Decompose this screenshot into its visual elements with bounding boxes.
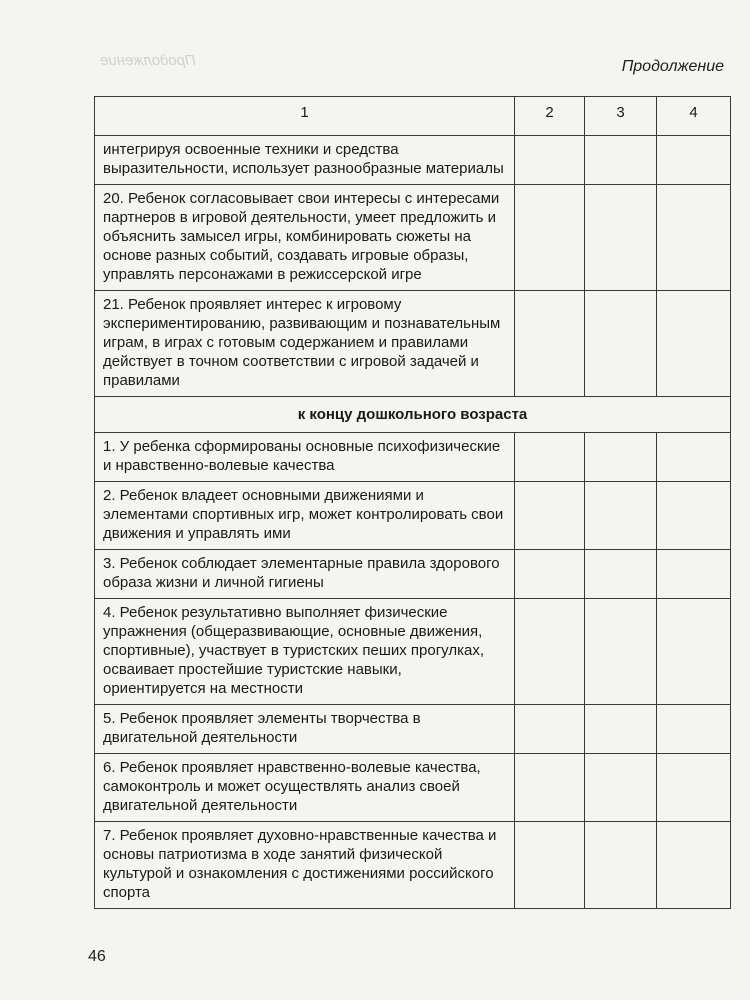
table-row: [95, 599, 731, 705]
table-row: [95, 185, 731, 291]
criterion-text: 2. Ребенок владеет основными движениями и элементами спортивных игр, может контролировать свои движения и управлять ими: [95, 482, 515, 550]
score-cell: [515, 550, 585, 599]
score-cell: [657, 185, 731, 291]
table-row: [95, 550, 731, 599]
score-cell: [657, 599, 731, 705]
table-row: [95, 433, 731, 482]
table-row: [95, 291, 731, 397]
score-cell: [515, 754, 585, 822]
score-cell: [515, 599, 585, 705]
score-cell: [585, 291, 657, 397]
criterion-text: интегрируя освоенные техники и средства выразительности, использует разнообразные материалы: [95, 136, 515, 185]
score-cell: [657, 482, 731, 550]
score-cell: [515, 291, 585, 397]
table-row: [95, 482, 731, 550]
table-row: [95, 754, 731, 822]
table-row: [95, 822, 731, 909]
score-cell: [657, 822, 731, 909]
criterion-text: 5. Ребенок проявляет элементы творчества в двигательной деятельности: [95, 705, 515, 754]
assessment-table: [94, 96, 731, 909]
table-header-row: [95, 97, 731, 136]
criterion-text: 1. У ребенка сформированы основные психофизические и нравственно-волевые качества: [95, 433, 515, 482]
criterion-text: 21. Ребенок проявляет интерес к игровому экспериментированию, развивающим и познавательным играм, в играх с готовым содержанием и правилами действует в точном соответствии с игровой задачей и правилами: [95, 291, 515, 397]
score-cell: [585, 550, 657, 599]
column-header-4: 4: [657, 97, 731, 136]
score-cell: [657, 550, 731, 599]
section-heading: к концу дошкольного возраста: [95, 397, 731, 433]
score-cell: [515, 705, 585, 754]
criterion-text: 20. Ребенок согласовывает свои интересы с интересами партнеров в игровой деятельности, умеет предложить и объяснить замысел игры, комбинировать сюжеты на основе разных событий, создавать игровые образы, управлять персонажами в режиссерской игре: [95, 185, 515, 291]
score-cell: [585, 482, 657, 550]
score-cell: [585, 433, 657, 482]
section-row: [95, 397, 731, 433]
bleed-through-text: Продолжение: [100, 52, 196, 69]
score-cell: [657, 705, 731, 754]
score-cell: [515, 136, 585, 185]
score-cell: [657, 136, 731, 185]
column-header-1: 1: [95, 97, 515, 136]
score-cell: [515, 185, 585, 291]
table-row: [95, 705, 731, 754]
criterion-text: 3. Ребенок соблюдает элементарные правила здорового образа жизни и личной гигиены: [95, 550, 515, 599]
column-header-3: 3: [585, 97, 657, 136]
score-cell: [515, 482, 585, 550]
score-cell: [585, 136, 657, 185]
score-cell: [657, 433, 731, 482]
score-cell: [515, 822, 585, 909]
score-cell: [657, 754, 731, 822]
score-cell: [515, 433, 585, 482]
score-cell: [585, 822, 657, 909]
criterion-text: 7. Ребенок проявляет духовно-нравственные качества и основы патриотизма в ходе занятий физической культурой и ознакомления с достижениями российского спорта: [95, 822, 515, 909]
score-cell: [657, 291, 731, 397]
score-cell: [585, 754, 657, 822]
continuation-label: Продолжение: [621, 58, 724, 75]
criterion-text: 4. Ребенок результативно выполняет физические упражнения (общеразвивающие, основные движения, спортивные), участвует в туристских пеших прогулках, осваивает простейшие туристские навыки, ориентируется на местности: [95, 599, 515, 705]
score-cell: [585, 599, 657, 705]
score-cell: [585, 185, 657, 291]
table-row: [95, 136, 731, 185]
page-number: 46: [88, 948, 106, 965]
score-cell: [585, 705, 657, 754]
criterion-text: 6. Ребенок проявляет нравственно-волевые качества, самоконтроль и может осуществлять анализ своей двигательной деятельности: [95, 754, 515, 822]
column-header-2: 2: [515, 97, 585, 136]
